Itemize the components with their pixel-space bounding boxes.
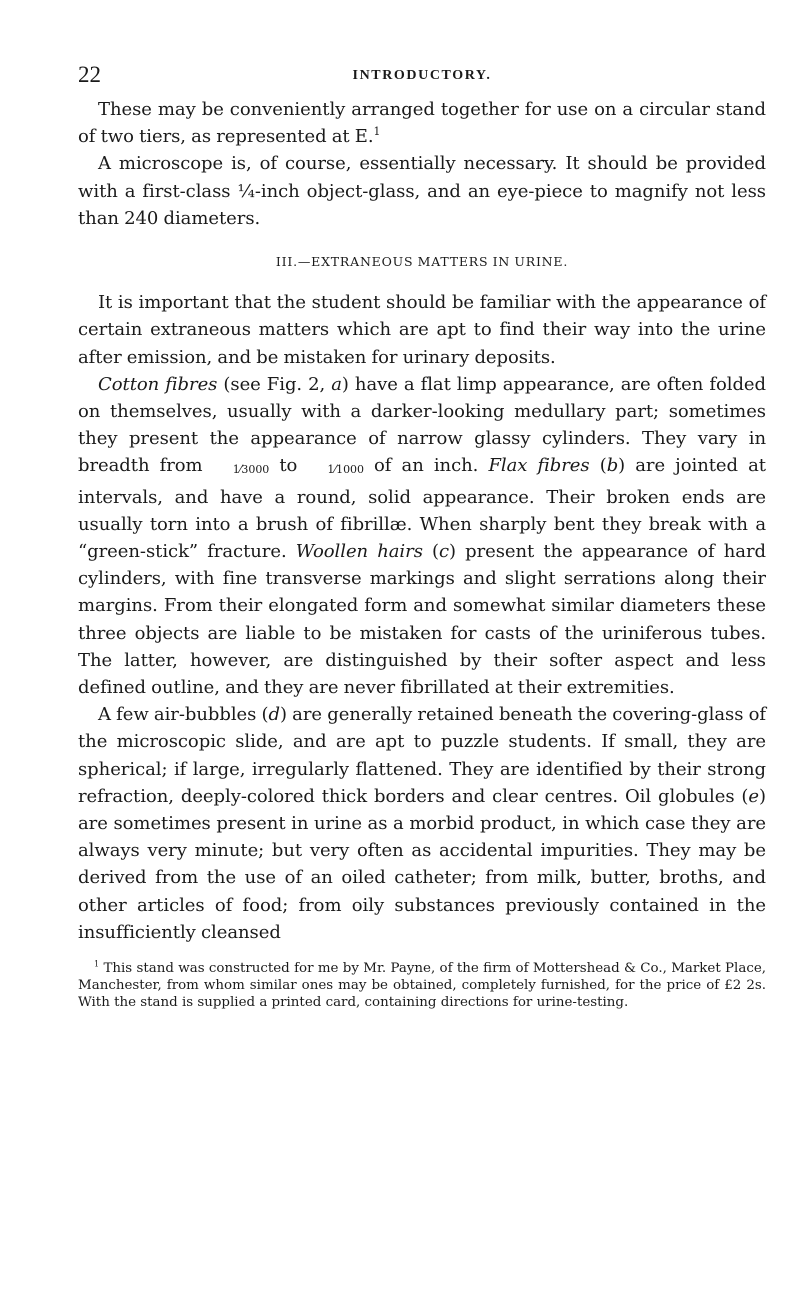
- paragraph-stand: These may be conveniently arranged together for use on a circular stand of two tiers, as represented at E.$^1$: [78, 99, 766, 148]
- footnote-ref: 1: [373, 125, 381, 139]
- paragraph-bubbles-oil: A few air-bubbles (d) are generally retained beneath the covering-glass of the microscopic slide, and are apt to puzzle students. If small, they are spherical; if large, irregularly flattened. They are identified by their strong refraction, deeply-colored thick borders and clear centres. Oil globules (e) are sometimes present in urine as a morbid product, in which case they are always very minute; but very often as accidental impurities. They may be derived from the use of an oiled catheter; from milk, butter, broths, and other articles of food; from oily substances previously contained in the insufficiently cleansed: [78, 704, 766, 943]
- paragraph-intro: It is important that the student should be familiar with the appearance of certain extraneous matters which are apt to find their way into the urine after emission, and be mistaken for urinary deposits.: [78, 292, 766, 368]
- term-cotton-fibres: Cotton fibres: [98, 373, 218, 395]
- fraction-1-1000: 1⁄1000: [327, 463, 364, 477]
- footnote-marker: 1: [94, 959, 100, 969]
- book-page: [78, 62, 766, 1024]
- section-heading: III.—EXTRANEOUS MATTERS IN URINE.: [275, 254, 569, 270]
- fraction-1-3000: 1⁄3000: [232, 463, 270, 477]
- paragraph-fibres: Cotton fibres (see Fig. 2, a) have a flat limp appearance, are often folded on themselves, usually with a darker-looking medullary part; sometimes they present the appearance of narrow glassy cylinders. They vary in breadth from 1⁄3000 to 1⁄1000 of an inch. Flax fibres (b) are jointed at intervals, and have a round, solid appearance. Their broken ends are usually torn into a brush of fibrillæ. When sharply bent they break with a “green-stick” fracture. Woollen hairs (c) present the appearance of hard cylinders, with fine transverse markings and slight serrations along their margins. From their elongated form and somewhat similar diameters these three objects are liable to be mistaken for casts of the uriniferous tubes. The latter, however, are distinguished by their softer aspect and less defined outline, and they are never fibrillated at their extremities.: [78, 373, 767, 699]
- footnote-text: This stand was constructed for me by Mr. Payne, of the firm of Mottershead & Co., Market Place, Manchester, from whom similar ones may be obtained, completely furnished, for the price of £2 2s. With the stand is supplied a printed card, containing directions for urine-testing.: [78, 961, 766, 1011]
- term-flax-fibres: Flax fibres: [488, 455, 590, 477]
- page-header: [78, 62, 766, 96]
- body-text: [78, 96, 766, 946]
- running-head: INTRODUCTORY.: [352, 68, 492, 83]
- paragraph-microscope: A microscope is, of course, essentially necessary. It should be provided with a first-class ¼-inch object-glass, and an eye-piece to magnify not less than 240 diameters.: [78, 153, 766, 229]
- footnote: [78, 960, 766, 1011]
- page-number: 22: [78, 62, 101, 87]
- term-woollen-hairs: Woollen hairs: [295, 541, 423, 563]
